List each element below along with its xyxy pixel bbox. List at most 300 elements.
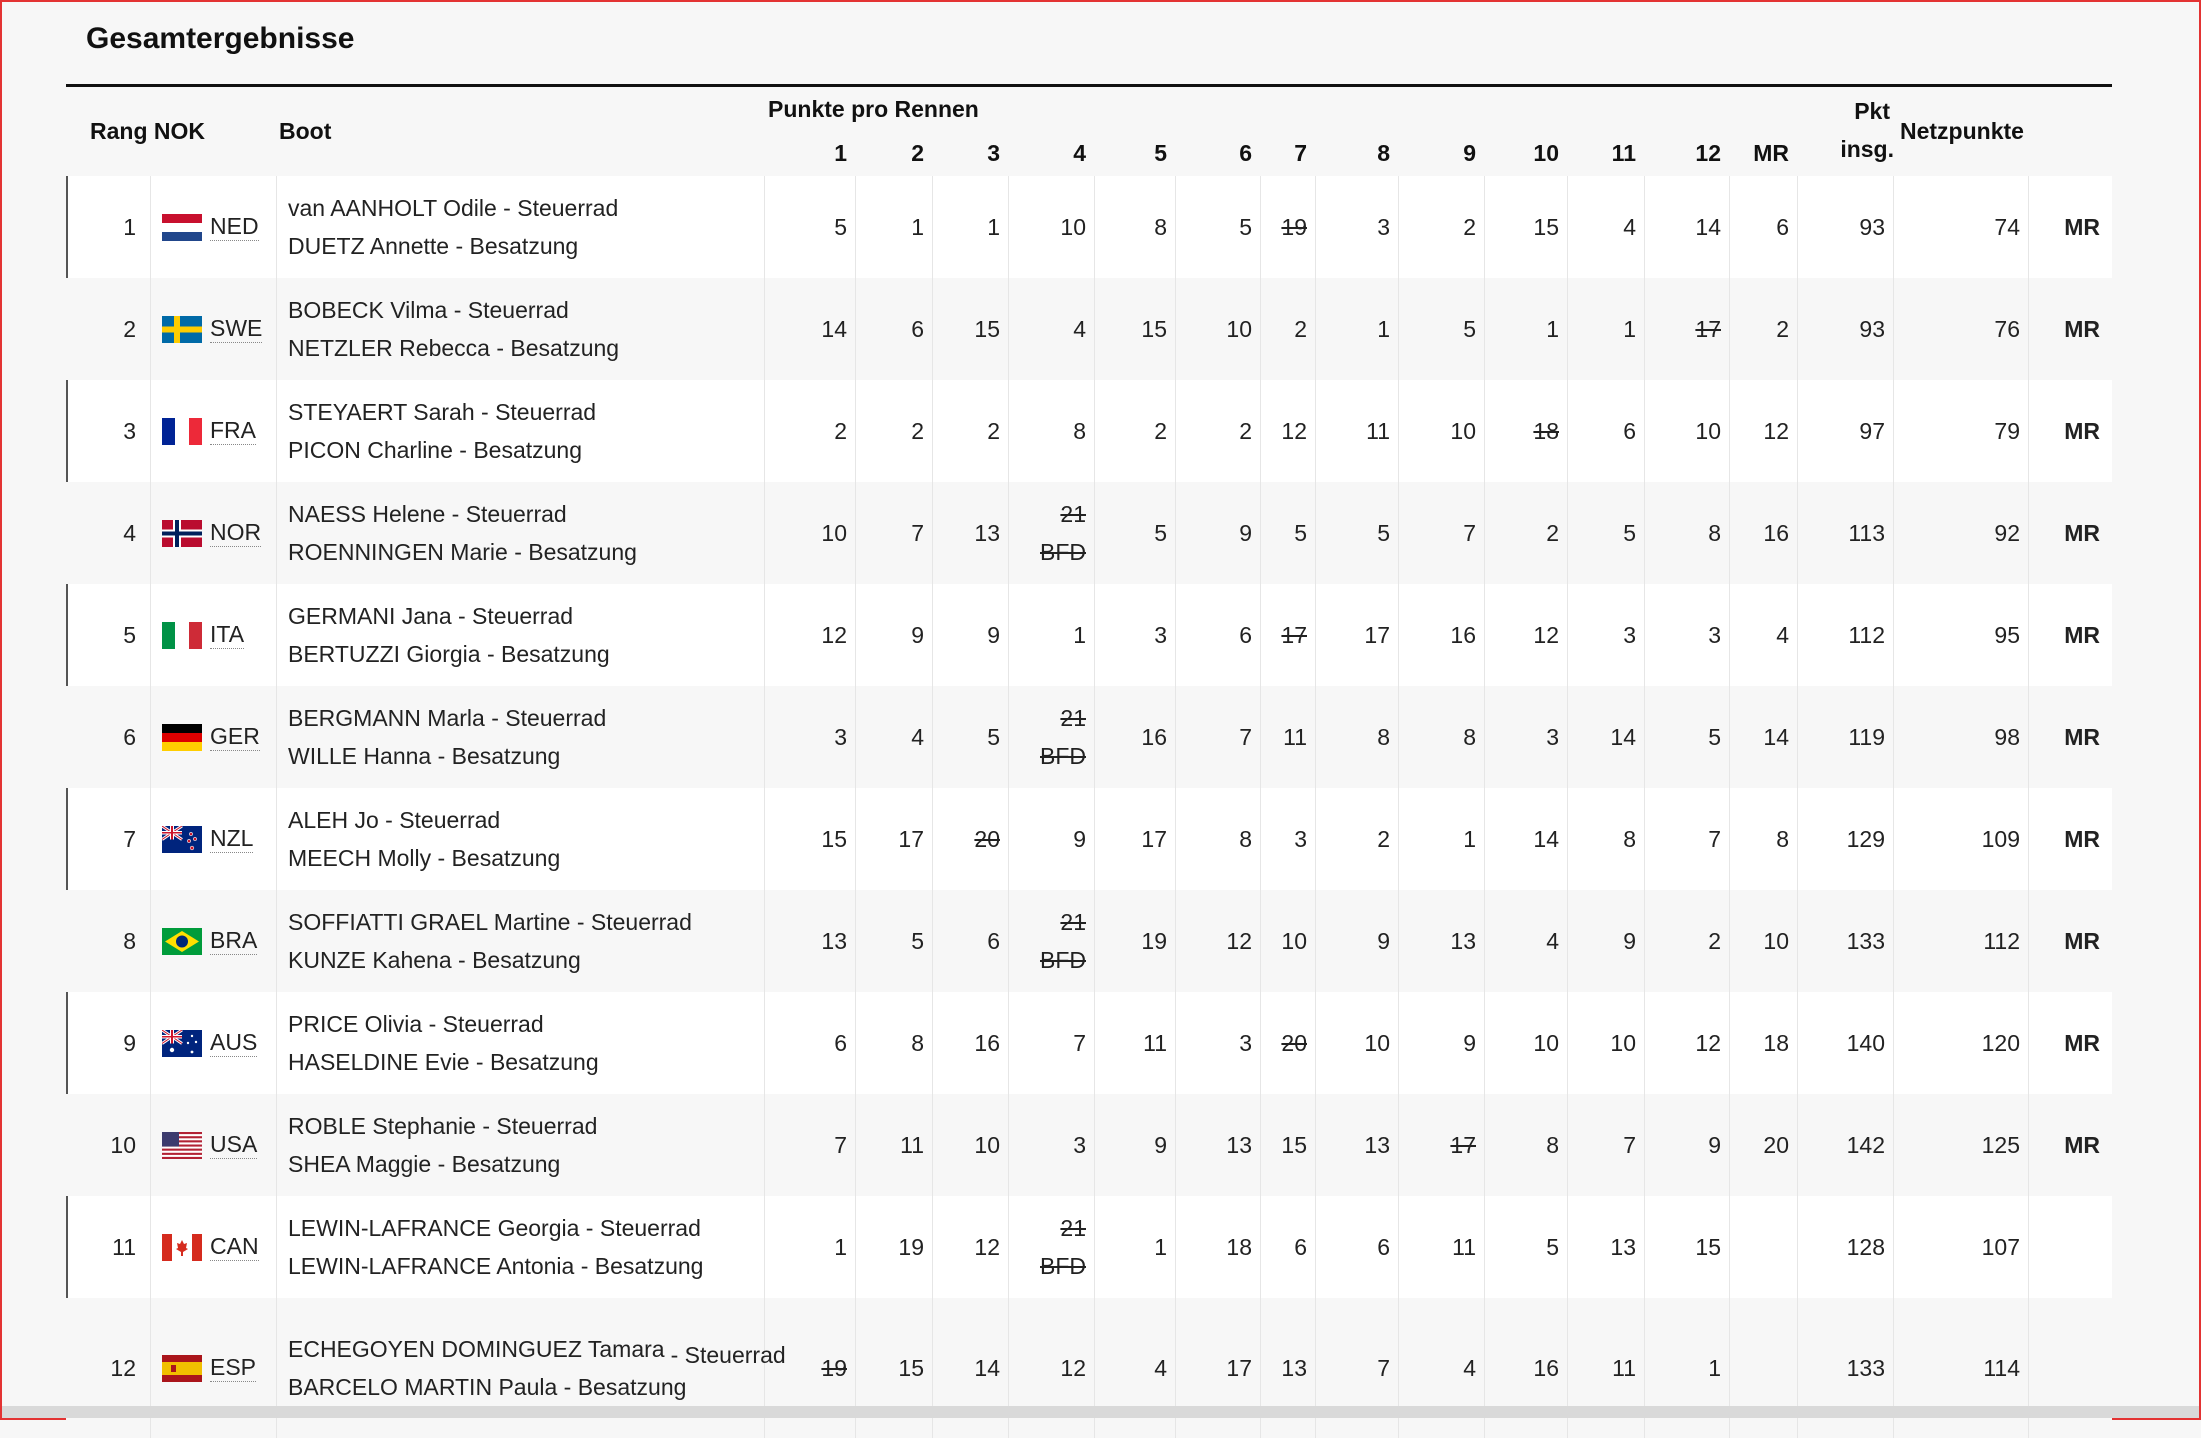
- points-value: 8: [1623, 825, 1636, 852]
- race-9-points: [1406, 1094, 1476, 1196]
- penalty-code: BFD: [1040, 1253, 1086, 1279]
- nok-code[interactable]: SWE: [210, 315, 263, 341]
- column-separator: [2028, 380, 2029, 482]
- points-value: 3: [1546, 723, 1559, 750]
- nok-cell[interactable]: [162, 482, 282, 584]
- nok-cell[interactable]: [162, 890, 282, 992]
- points-value: 8: [1239, 825, 1252, 852]
- points-value: 11: [1143, 1029, 1167, 1056]
- points-value: 16: [1533, 1354, 1559, 1381]
- column-separator: [1484, 482, 1485, 584]
- net-points: 95: [1994, 621, 2020, 648]
- total-points: 142: [1846, 1131, 1885, 1158]
- race-5-points: [1097, 380, 1167, 482]
- race-4-points: [1016, 992, 1086, 1094]
- points-value: 15: [1695, 1233, 1721, 1260]
- race-3-points: [930, 380, 1000, 482]
- points-value: 5: [1377, 519, 1390, 546]
- race-5-points: [1097, 1094, 1167, 1196]
- crew-name: SHEA Maggie - Besatzung: [288, 1151, 561, 1177]
- medal-race-qualifier: MR: [2064, 927, 2100, 954]
- nok-code[interactable]: BRA: [210, 927, 258, 953]
- race-7-points: [1237, 380, 1307, 482]
- race-12-points: [1651, 278, 1721, 380]
- points-value: 7: [1377, 1354, 1390, 1381]
- helm-name: van AANHOLT Odile - Steuerrad: [288, 195, 619, 221]
- points-value: 10: [1610, 1029, 1636, 1056]
- race-mr-points: [1719, 992, 1789, 1094]
- penalty-code: BFD: [1040, 947, 1086, 973]
- column-separator: [1398, 380, 1399, 482]
- column-separator: [2028, 1196, 2029, 1298]
- race-12-points: [1651, 1196, 1721, 1298]
- points-value: 3: [1623, 621, 1636, 648]
- points-value: 6: [1239, 621, 1252, 648]
- points-value: 3: [1073, 1131, 1086, 1158]
- race-1-points: [777, 584, 847, 686]
- column-separator: [2028, 584, 2029, 686]
- header-netzpunkte: Netzpunkte: [1900, 118, 2024, 144]
- points-value: 17: [1141, 825, 1167, 852]
- race-7-points: [1237, 176, 1307, 278]
- net-points: 79: [1994, 417, 2020, 444]
- nok-cell[interactable]: [162, 176, 282, 278]
- points-value: 2: [834, 417, 847, 444]
- table-row: [66, 482, 2112, 584]
- total-points: 113: [1848, 519, 1885, 546]
- column-separator: [1484, 686, 1485, 788]
- medal-race-qualifier: MR: [2064, 213, 2100, 240]
- race-10-points: [1489, 1196, 1559, 1298]
- race-mr-points: [1719, 380, 1789, 482]
- nok-code[interactable]: GER: [210, 723, 260, 749]
- points-value: 12: [1533, 621, 1559, 648]
- boat-cell: [288, 1094, 828, 1196]
- column-separator: [1315, 584, 1316, 686]
- nok-cell[interactable]: [162, 1094, 282, 1196]
- points-value: 8: [1463, 723, 1476, 750]
- points-value: 5: [1623, 519, 1636, 546]
- rank-cell: 6: [123, 723, 136, 750]
- discarded-points: 21: [1060, 909, 1086, 935]
- race-7-points: [1237, 890, 1307, 992]
- race-8-points: [1320, 788, 1390, 890]
- column-separator: [1893, 1196, 1894, 1298]
- race-11-points: [1566, 992, 1636, 1094]
- column-separator: [1797, 686, 1798, 788]
- race-1-points: [777, 176, 847, 278]
- boat-cell: [288, 278, 828, 380]
- race-3-points: [930, 890, 1000, 992]
- nok-code[interactable]: USA: [210, 1131, 258, 1157]
- points-value: 2: [987, 417, 1000, 444]
- nok-cell[interactable]: [162, 584, 282, 686]
- points-value: 6: [987, 927, 1000, 954]
- nok-code[interactable]: NZL: [210, 825, 254, 851]
- points-value: 10: [821, 519, 847, 546]
- column-separator: [1484, 380, 1485, 482]
- race-mr-points: [1719, 890, 1789, 992]
- race-11-points: [1566, 788, 1636, 890]
- race-4-points: [1016, 176, 1086, 278]
- race-10-points: [1489, 176, 1559, 278]
- column-separator: [1893, 278, 1894, 380]
- flag-usa-icon: [162, 1132, 202, 1159]
- helm-name: SOFFIATTI GRAEL Martine - Steuerrad: [288, 909, 692, 935]
- column-separator: [1175, 1196, 1176, 1298]
- race-8-points: [1320, 176, 1390, 278]
- total-points: 97: [1859, 417, 1885, 444]
- race-5-points: [1097, 788, 1167, 890]
- points-value: 9: [1154, 1131, 1167, 1158]
- race-7-points: [1237, 788, 1307, 890]
- column-separator: [1398, 992, 1399, 1094]
- nok-code[interactable]: ITA: [210, 621, 245, 647]
- nok-code[interactable]: AUS: [210, 1029, 258, 1055]
- column-separator: [1175, 584, 1176, 686]
- points-value: 4: [1073, 315, 1086, 342]
- column-separator: [150, 992, 151, 1094]
- helm-name: STEYAERT Sarah - Steuerrad: [288, 399, 597, 425]
- flag-fra-icon: [162, 418, 202, 445]
- race-mr-points: [1719, 584, 1789, 686]
- race-2-points: [854, 992, 924, 1094]
- points-value: 8: [911, 1029, 924, 1056]
- race-4-points: [1016, 278, 1086, 380]
- points-value: 10: [1533, 1029, 1559, 1056]
- points-value: 1: [1463, 825, 1476, 852]
- column-separator: [1315, 278, 1316, 380]
- column-separator: [1484, 890, 1485, 992]
- header-race-7: 7: [1294, 140, 1307, 166]
- race-2-points: [854, 1196, 924, 1298]
- race-4-points: [1016, 380, 1086, 482]
- column-separator: [1175, 176, 1176, 278]
- medal-race-qualifier: MR: [2064, 1029, 2100, 1056]
- rank-cell: 3: [123, 417, 136, 444]
- race-8-points: [1320, 992, 1390, 1094]
- points-value: 3: [1294, 825, 1307, 852]
- points-value: 12: [1060, 1354, 1086, 1381]
- race-4-points: [1016, 584, 1086, 686]
- rank-cell: 1: [123, 213, 136, 240]
- race-7-points: [1237, 278, 1307, 380]
- column-separator: [1797, 890, 1798, 992]
- header-race-2: 2: [911, 140, 924, 166]
- race-12-points: [1651, 176, 1721, 278]
- column-separator: [1797, 584, 1798, 686]
- race-3-points: [930, 992, 1000, 1094]
- nok-cell[interactable]: [162, 992, 282, 1094]
- race-mr-points: [1719, 278, 1789, 380]
- points-value: 14: [1695, 213, 1721, 240]
- points-value: 3: [1708, 621, 1721, 648]
- points-value: 5: [834, 213, 847, 240]
- nok-cell[interactable]: [162, 788, 282, 890]
- horizontal-scrollbar[interactable]: [2, 1406, 2199, 1418]
- points-value: 6: [1623, 417, 1636, 444]
- points-value: 14: [1763, 723, 1789, 750]
- flag-can-icon: [162, 1234, 202, 1261]
- column-separator: [1008, 482, 1009, 584]
- header-race-12: 12: [1695, 140, 1721, 166]
- nok-cell[interactable]: [162, 278, 282, 380]
- flag-aus-icon: [162, 1030, 202, 1057]
- column-separator: [1398, 1094, 1399, 1196]
- discarded-points: 18: [1533, 417, 1559, 444]
- points-value: 2: [1546, 519, 1559, 546]
- race-10-points: [1489, 482, 1559, 584]
- header-race-5: 5: [1154, 140, 1167, 166]
- helm-name: BOBECK Vilma - Steuerrad: [288, 297, 569, 323]
- rank-cell: 10: [110, 1131, 136, 1158]
- race-3-points: [930, 176, 1000, 278]
- column-separator: [1175, 380, 1176, 482]
- flag-esp-icon: [162, 1355, 202, 1382]
- points-value: 17: [1226, 1354, 1252, 1381]
- race-11-points: [1566, 1196, 1636, 1298]
- points-value: 12: [1763, 417, 1789, 444]
- flag-ger-icon: [162, 724, 202, 751]
- points-value: 8: [1546, 1131, 1559, 1158]
- points-value: 1: [911, 213, 924, 240]
- column-separator: [1797, 788, 1798, 890]
- total-points: 119: [1848, 723, 1885, 750]
- points-value: 16: [1141, 723, 1167, 750]
- column-separator: [2028, 992, 2029, 1094]
- column-separator: [1315, 992, 1316, 1094]
- discarded-points: 21: [1060, 1215, 1086, 1241]
- points-value: 2: [1463, 213, 1476, 240]
- helm-name: NAESS Helene - Steuerrad: [288, 501, 567, 527]
- race-2-points: [854, 482, 924, 584]
- points-value: 4: [1776, 621, 1789, 648]
- points-value: 4: [1546, 927, 1559, 954]
- column-separator: [1484, 584, 1485, 686]
- race-8-points: [1320, 1094, 1390, 1196]
- flag-nzl-icon: [162, 826, 202, 853]
- nok-code[interactable]: FRA: [210, 417, 256, 443]
- race-2-points: [854, 686, 924, 788]
- boat-cell: [288, 686, 828, 788]
- points-value: 5: [911, 927, 924, 954]
- points-value: 1: [834, 1233, 847, 1260]
- race-10-points: [1489, 278, 1559, 380]
- column-separator: [1008, 278, 1009, 380]
- points-value: 14: [1610, 723, 1636, 750]
- medal-race-qualifier: MR: [2064, 1131, 2100, 1158]
- header-race-4: 4: [1073, 140, 1086, 166]
- points-value: 9: [987, 621, 1000, 648]
- points-value: 11: [1283, 723, 1307, 750]
- race-3-points: [930, 788, 1000, 890]
- points-value: 7: [1073, 1029, 1086, 1056]
- race-8-points: [1320, 380, 1390, 482]
- nok-cell[interactable]: [162, 1196, 282, 1298]
- race-7-points: [1237, 584, 1307, 686]
- nok-cell[interactable]: [162, 380, 282, 482]
- helm-name-text: ECHEGOYEN DOMINGUEZ Tamara: [288, 1336, 665, 1362]
- points-value: 12: [1281, 417, 1307, 444]
- points-value: 9: [1708, 1131, 1721, 1158]
- column-separator: [1644, 890, 1645, 992]
- points-value: 1: [1154, 1233, 1167, 1260]
- nok-code[interactable]: NOR: [210, 519, 262, 545]
- results-table: [66, 176, 2112, 1438]
- header-race-mr: MR: [1753, 140, 1789, 166]
- medal-race-qualifier: MR: [2064, 723, 2100, 750]
- table-row: [66, 1094, 2112, 1196]
- points-value: 2: [1154, 417, 1167, 444]
- column-separator: [1175, 788, 1176, 890]
- points-value: 5: [1463, 315, 1476, 342]
- points-value: 7: [1463, 519, 1476, 546]
- column-separator: [1175, 1094, 1176, 1196]
- nok-code[interactable]: NED: [210, 213, 259, 239]
- points-value: 5: [1708, 723, 1721, 750]
- column-separator: [2028, 482, 2029, 584]
- points-value: 1: [1073, 621, 1086, 648]
- column-separator: [1893, 992, 1894, 1094]
- race-7-points: [1237, 686, 1307, 788]
- rank-cell: 4: [123, 519, 136, 546]
- column-separator: [1398, 482, 1399, 584]
- column-separator: [1008, 584, 1009, 686]
- column-separator: [1008, 176, 1009, 278]
- nok-code[interactable]: ESP: [210, 1354, 257, 1380]
- race-9-points: [1406, 1196, 1476, 1298]
- column-separator: [2028, 278, 2029, 380]
- column-separator: [1398, 584, 1399, 686]
- points-value: 15: [898, 1354, 924, 1381]
- race-mr-points: [1719, 482, 1789, 584]
- race-11-points: [1566, 278, 1636, 380]
- race-5-points: [1097, 482, 1167, 584]
- column-separator: [150, 890, 151, 992]
- header-pkt: Pkt: [1854, 98, 1890, 124]
- crew-name: KUNZE Kahena - Besatzung: [288, 947, 581, 973]
- column-separator: [1893, 788, 1894, 890]
- column-separator: [1094, 380, 1095, 482]
- points-value: 1: [1546, 315, 1559, 342]
- net-points: 120: [1981, 1029, 2020, 1056]
- points-value: 11: [1612, 1354, 1636, 1381]
- column-separator: [1398, 890, 1399, 992]
- total-points: 93: [1859, 213, 1885, 240]
- race-mr-points: [1719, 788, 1789, 890]
- total-points: 133: [1846, 927, 1885, 954]
- points-value: 16: [1763, 519, 1789, 546]
- race-1-points: [777, 686, 847, 788]
- column-separator: [1315, 482, 1316, 584]
- nok-code[interactable]: CAN: [210, 1233, 259, 1259]
- points-value: 9: [911, 621, 924, 648]
- race-11-points: [1566, 584, 1636, 686]
- net-points: 74: [1994, 213, 2020, 240]
- crew-name: DUETZ Annette - Besatzung: [288, 233, 579, 259]
- points-value: 20: [1763, 1131, 1789, 1158]
- column-separator: [1008, 788, 1009, 890]
- race-3-points: [930, 584, 1000, 686]
- points-value: 18: [1763, 1029, 1789, 1056]
- race-10-points: [1489, 788, 1559, 890]
- race-1-points: [777, 1196, 847, 1298]
- points-value: 7: [1623, 1131, 1636, 1158]
- points-value: 11: [1452, 1233, 1476, 1260]
- points-value: 5: [1154, 519, 1167, 546]
- points-value: 9: [1239, 519, 1252, 546]
- column-separator: [1094, 992, 1095, 1094]
- column-separator: [1175, 686, 1176, 788]
- page-title: Gesamtergebnisse: [86, 22, 355, 55]
- points-value: 11: [1366, 417, 1390, 444]
- table-row: [66, 176, 2112, 278]
- race-12-points: [1651, 992, 1721, 1094]
- helm-name: LEWIN-LAFRANCE Georgia - Steuerrad: [288, 1215, 701, 1241]
- race-4-points: [1016, 1196, 1086, 1298]
- boat-cell: [288, 890, 828, 992]
- discarded-points: 19: [1281, 213, 1307, 240]
- rank-cell: 7: [123, 825, 136, 852]
- points-value: 9: [1377, 927, 1390, 954]
- total-points: 140: [1846, 1029, 1885, 1056]
- header-race-6: 6: [1239, 140, 1252, 166]
- helm-name: ALEH Jo - Steuerrad: [288, 807, 501, 833]
- column-separator: [1797, 1094, 1798, 1196]
- points-value: 7: [1708, 825, 1721, 852]
- header-race-8: 8: [1377, 140, 1390, 166]
- points-value: 4: [1463, 1354, 1476, 1381]
- column-separator: [150, 788, 151, 890]
- total-points: 93: [1859, 315, 1885, 342]
- total-points: 129: [1846, 825, 1885, 852]
- column-separator: [1893, 584, 1894, 686]
- points-value: 2: [1294, 315, 1307, 342]
- column-separator: [1644, 278, 1645, 380]
- column-separator: [1797, 482, 1798, 584]
- column-separator: [1008, 1196, 1009, 1298]
- points-value: 9: [1623, 927, 1636, 954]
- helm-name: [288, 1330, 786, 1368]
- points-value: 5: [987, 723, 1000, 750]
- points-value: 4: [911, 723, 924, 750]
- nok-cell[interactable]: [162, 686, 282, 788]
- header-rang-nok: Rang NOK: [90, 118, 205, 144]
- column-separator: [1893, 686, 1894, 788]
- column-separator: [1315, 890, 1316, 992]
- discarded-points: 21: [1060, 501, 1086, 527]
- column-separator: [1484, 1196, 1485, 1298]
- table-row: [66, 278, 2112, 380]
- points-value: 8: [1154, 213, 1167, 240]
- crew-name: WILLE Hanna - Besatzung: [288, 743, 561, 769]
- boat-cell: [288, 176, 828, 278]
- column-separator: [1398, 1196, 1399, 1298]
- points-value: 2: [1377, 825, 1390, 852]
- points-value: 10: [1695, 417, 1721, 444]
- column-separator: [1315, 686, 1316, 788]
- rank-cell: 5: [123, 621, 136, 648]
- points-value: 13: [974, 519, 1000, 546]
- race-mr-points: [1719, 686, 1789, 788]
- column-separator: [1175, 278, 1176, 380]
- points-value: 8: [1073, 417, 1086, 444]
- column-separator: [1094, 278, 1095, 380]
- race-8-points: [1320, 890, 1390, 992]
- points-value: 12: [974, 1233, 1000, 1260]
- race-7-points: [1237, 1094, 1307, 1196]
- column-separator: [1893, 890, 1894, 992]
